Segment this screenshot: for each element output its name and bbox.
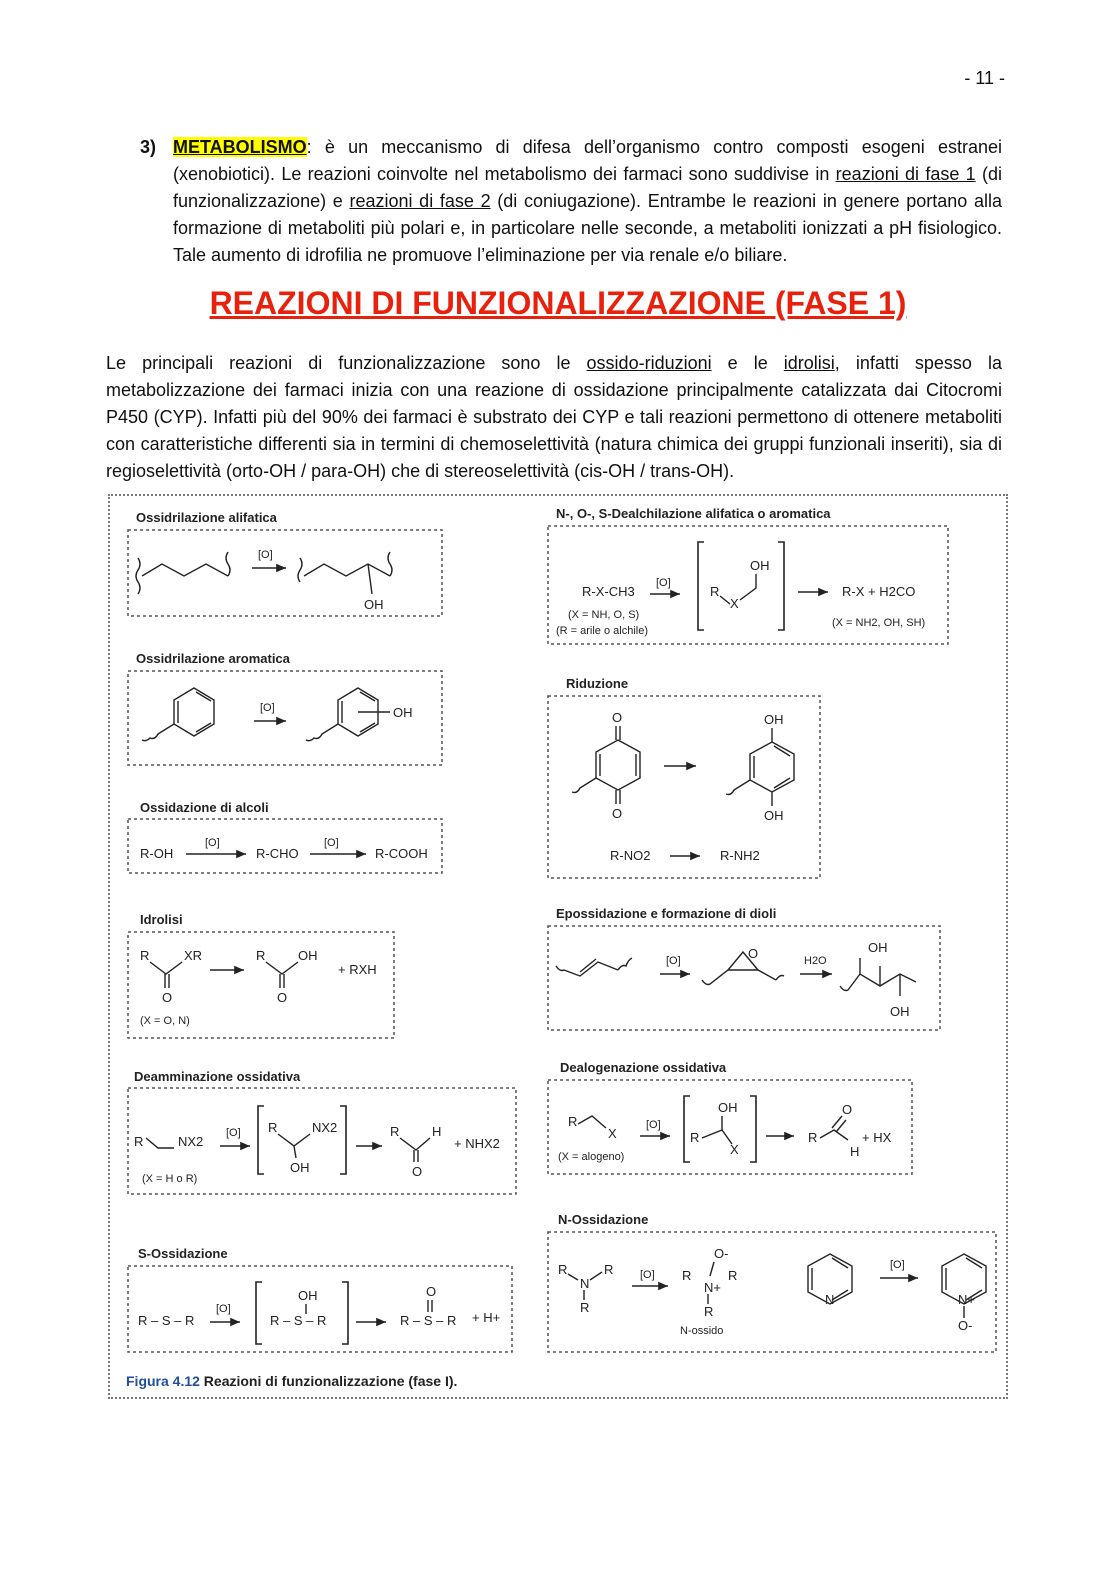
svg-text:N+: N+ (704, 1280, 721, 1295)
svg-text:O-: O- (714, 1246, 729, 1261)
svg-text:[O]: [O] (324, 837, 339, 849)
svg-text:X: X (730, 1142, 739, 1157)
svg-text:R-X-CH3: R-X-CH3 (582, 584, 635, 599)
svg-text:O: O (612, 806, 623, 821)
panel-title: S-Ossidazione (138, 1246, 228, 1261)
panel-n-oxidation (548, 1212, 996, 1352)
svg-text:(X = NH2, OH, SH): (X = NH2, OH, SH) (832, 617, 926, 629)
section-title: REAZIONI DI FUNZIONALIZZAZIONE (FASE 1) (209, 285, 907, 321)
figure-caption: Figura 4.12 Reazioni di funzionalizzazione (fase I). (126, 1373, 458, 1389)
svg-text:+ NHX2: + NHX2 (454, 1136, 500, 1151)
svg-text:OH: OH (718, 1100, 738, 1115)
panel-title: Epossidazione e formazione di dioli (556, 906, 777, 921)
oh-label: OH (364, 597, 384, 612)
svg-text:R: R (710, 584, 720, 599)
svg-text:OH: OH (750, 558, 770, 573)
svg-text:R: R (268, 1120, 278, 1135)
svg-text:NX2: NX2 (178, 1134, 204, 1149)
svg-text:R – S – R: R – S – R (400, 1313, 457, 1328)
svg-text:XR: XR (184, 948, 203, 963)
svg-text:OH: OH (298, 1288, 318, 1303)
panel-title: Riduzione (566, 676, 629, 691)
panel-aliphatic-hydroxylation (128, 510, 442, 616)
panel-dealkylation (548, 506, 948, 644)
svg-text:R: R (390, 1124, 400, 1139)
panel-aromatic-hydroxylation (128, 651, 442, 765)
svg-text:[O]: [O] (216, 1303, 231, 1315)
svg-text:N-ossido: N-ossido (680, 1325, 724, 1337)
svg-text:O-: O- (958, 1318, 973, 1333)
panel-oxidative-deamination (128, 1069, 516, 1194)
svg-text:R-X + H2CO: R-X + H2CO (842, 584, 916, 599)
phase2-link-text: reazioni di fase 2 (349, 191, 491, 211)
panel-alcohol-oxidation (128, 800, 442, 873)
panel-title: Ossidrilazione aromatica (136, 651, 290, 666)
svg-text:R-OH: R-OH (140, 846, 174, 861)
page-number: - 11 - (964, 68, 1005, 88)
svg-text:(X = O, N): (X = O, N) (140, 1015, 190, 1027)
svg-text:O: O (412, 1164, 423, 1179)
svg-text:R – S – R: R – S – R (138, 1313, 195, 1328)
svg-text:R: R (558, 1262, 568, 1277)
svg-text:OH: OH (890, 1004, 910, 1019)
svg-text:(X = H o R): (X = H o R) (142, 1173, 198, 1185)
svg-text:N: N (825, 1292, 835, 1307)
svg-text:O: O (748, 946, 759, 961)
svg-text:(X = NH, O, S): (X = NH, O, S) (568, 609, 640, 621)
svg-text:H: H (432, 1124, 442, 1139)
svg-text:R: R (134, 1134, 144, 1149)
svg-text:OH: OH (764, 808, 784, 823)
svg-text:(R = arile o alchile): (R = arile o alchile) (556, 625, 649, 637)
svg-text:OH: OH (393, 705, 413, 720)
svg-text:O: O (842, 1102, 853, 1117)
svg-text:[O]: [O] (890, 1259, 905, 1271)
svg-text:H2O: H2O (804, 955, 827, 967)
svg-text:[O]: [O] (666, 955, 681, 967)
svg-text:R-NH2: R-NH2 (720, 848, 760, 863)
svg-text:R – S – R: R – S – R (270, 1313, 327, 1328)
svg-text:OH: OH (298, 948, 318, 963)
svg-text:[O]: [O] (226, 1127, 241, 1139)
panel-box (128, 530, 442, 616)
svg-text:R: R (604, 1262, 614, 1277)
svg-text:+ H+: + H+ (472, 1310, 501, 1325)
svg-text:X: X (608, 1126, 617, 1141)
oxidant-label: [O] (258, 549, 273, 561)
svg-text:R: R (682, 1268, 692, 1283)
svg-text:R: R (140, 948, 150, 963)
item-number: 3) (140, 137, 157, 157)
panel-s-oxidation (128, 1246, 512, 1352)
panel-title: Ossidrilazione alifatica (136, 510, 277, 525)
svg-text:R: R (704, 1304, 714, 1319)
panel-box (548, 1232, 996, 1352)
svg-text:R: R (808, 1130, 818, 1145)
svg-text:NX2: NX2 (312, 1120, 338, 1135)
svg-text:N: N (580, 1276, 590, 1291)
intro-paragraph: Le principali reazioni di funzionalizzazione sono le ossido-riduzioni e le idrolisi, infatti spesso la metabolizzazione dei farmaci inizia con una reazione di ossidazione principalmente catalizzata dai Citocromi P450 (CYP). Infatti più del 90% dei farmaci è substrato dei CYP e tali reazioni permettono di ottenere metaboliti con caratteristiche differenti sia in termini di chemoselettività (natura chimica dei gruppi funzionali inseriti), sia di regioselettività (orto-OH / para-OH) che di stereoselettività (cis-OH / trans-OH). (106, 353, 1002, 481)
svg-text:[O]: [O] (205, 837, 220, 849)
panel-reduction (548, 676, 820, 878)
panel-hydrolysis (128, 912, 394, 1038)
panel-epoxidation (548, 906, 940, 1030)
svg-text:H: H (850, 1144, 860, 1159)
panel-box (128, 1266, 512, 1352)
reactions-figure (108, 494, 1008, 1399)
svg-text:R: R (690, 1130, 700, 1145)
svg-text:+ RXH: + RXH (338, 962, 377, 977)
phase1-link-text: reazioni di fase 1 (835, 164, 976, 184)
panel-title: Ossidazione di alcoli (140, 800, 269, 815)
svg-text:O: O (612, 710, 623, 725)
svg-text:[O]: [O] (656, 577, 671, 589)
panel-title: Deamminazione ossidativa (134, 1069, 301, 1084)
svg-text:R-COOH: R-COOH (375, 846, 428, 861)
svg-text:+ HX: + HX (862, 1130, 892, 1145)
svg-text:[O]: [O] (640, 1269, 655, 1281)
svg-text:O: O (426, 1284, 437, 1299)
svg-text:[O]: [O] (260, 702, 275, 714)
svg-text:OH: OH (290, 1160, 310, 1175)
svg-text:(X = alogeno): (X = alogeno) (558, 1151, 625, 1163)
keyword-highlight: METABOLISMO (173, 137, 307, 157)
svg-text:R-NO2: R-NO2 (610, 848, 651, 863)
svg-text:[O]: [O] (646, 1119, 661, 1131)
svg-text:OH: OH (868, 940, 888, 955)
metabolism-paragraph: 3) METABOLISMO: è un meccanismo di difesa dell’organismo contro composti esogeni estranei (xenobiotici). Le reazioni coinvolte nel metabolismo dei farmaci sono suddivise in reazioni di fase 1 (di funzionalizzazione) e reazioni di fase 2 (di coniugazione). Entrambe le reazioni in genere portano alla formazione di metaboliti più polari e, in particolare nelle seconde, a metaboliti ionizzati a pH fisiologico. Tale aumento di idrofilia ne promuove l’eliminazione per via renale e/o biliare. (140, 134, 1002, 269)
svg-text:R-CHO: R-CHO (256, 846, 299, 861)
svg-text:O: O (162, 990, 173, 1005)
svg-text:R: R (568, 1114, 578, 1129)
panel-title: Dealogenazione ossidativa (560, 1060, 727, 1075)
svg-text:O: O (277, 990, 288, 1005)
panel-title: Idrolisi (140, 912, 183, 927)
svg-text:R: R (256, 948, 266, 963)
svg-text:X: X (730, 596, 739, 611)
panel-dehalogenation (548, 1060, 912, 1174)
svg-text:R: R (580, 1300, 590, 1315)
svg-text:OH: OH (764, 712, 784, 727)
svg-text:R: R (728, 1268, 738, 1283)
svg-text:N+: N+ (958, 1292, 975, 1307)
reactions-diagram (110, 496, 1010, 1401)
panel-title: N-, O-, S-Dealchilazione alifatica o aromatica (556, 506, 831, 521)
panel-title: N-Ossidazione (558, 1212, 649, 1227)
